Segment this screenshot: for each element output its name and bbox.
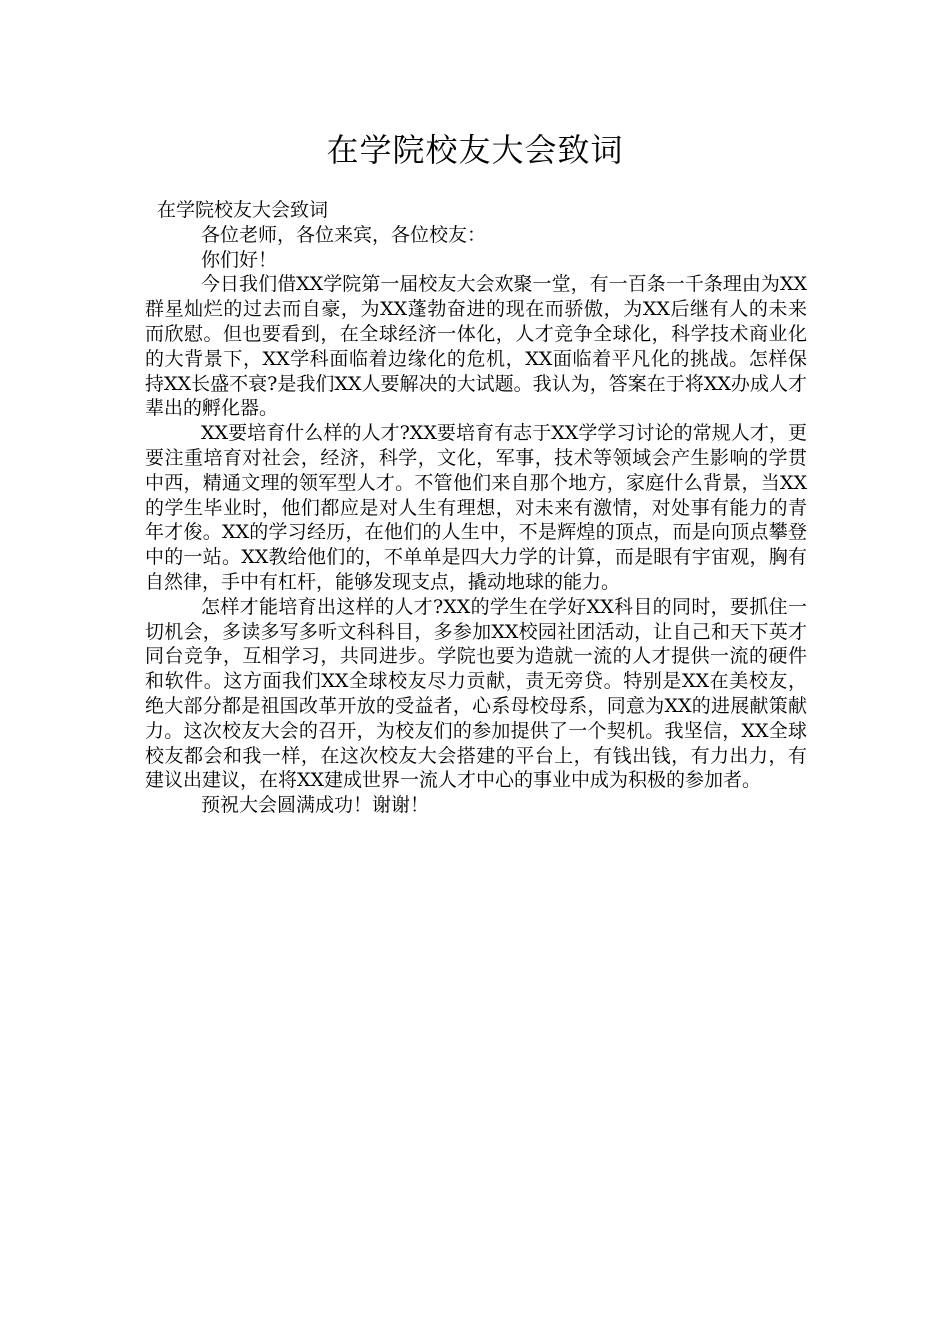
closing-line: 预祝大会圆满成功！谢谢！ (201, 794, 430, 817)
document-subtitle: 在学院校友大会致词 (157, 199, 329, 221)
body-paragraph: 怎样才能培育出这样的人才?XX的学生在学好XX科目的同时，要抓住一切机会，多读多写多听文科科目，多参加XX校园社团活动，让自己和天下英才同台竞争，互相学习，共同进步。学院也要为造就一流的人才提供一流的硬件和软件。这方面我们XX全球校友尽力贡献，责无旁贷。特别是XX在美校友，绝大部分都是祖国改革开放的受益者，心系母校母系，同意为XX的进展献策献力。这次校友大会的召开，为校友们的参加提供了一个契机。我坚信，XX全球校友都会和我一样，在这次校友大会搭建的平台上，有钱出钱，有力出力，有建议出建议，在将XX建成世界一流人才中心的事业中成为积极的参加者。 (145, 595, 807, 792)
document-body (145, 198, 807, 818)
body-paragraph: 今日我们借XX学院第一届校友大会欢聚一堂，有一百条一千条理由为XX群星灿烂的过去而自豪，为XX蓬勃奋进的现在而骄傲，为XX后继有人的未来而欣慰。但也要看到，在全球经济一体化，人才竞争全球化，科学技术商业化的大背景下，XX学科面临着边缘化的危机，XX面临着平凡化的挑战。怎样保持XX长盛不衰?是我们XX人要解决的大试题。我认为，答案在于将XX办成人才辈出的孵化器。 (145, 273, 807, 420)
body-paragraph: XX要培育什么样的人才?XX要培育有志于XX学学习讨论的常规人才，更要注重培育对社会，经济，科学，文化，军事，技术等领域会产生影响的学贯中西，精通文理的领军型人才。不管他们来自那个地方，家庭什么背景，当XX的学生毕业时，他们都应是对人生有理想，对未来有激情，对处事有能力的青年才俊。XX的学习经历，在他们的人生中，不是辉煌的顶点，而是向顶点攀登中的一站。XX教给他们的，不单单是四大力学的计算，而是眼有宇宙观，胸有自然律，手中有杠杆，能够发现支点，撬动地球的能力。 (145, 422, 807, 593)
greeting-line: 各位老师，各位来宾，各位校友： (201, 223, 487, 246)
salutation-line: 你们好！ (201, 248, 278, 271)
document-title: 在学院校友大会致词 (326, 131, 624, 169)
